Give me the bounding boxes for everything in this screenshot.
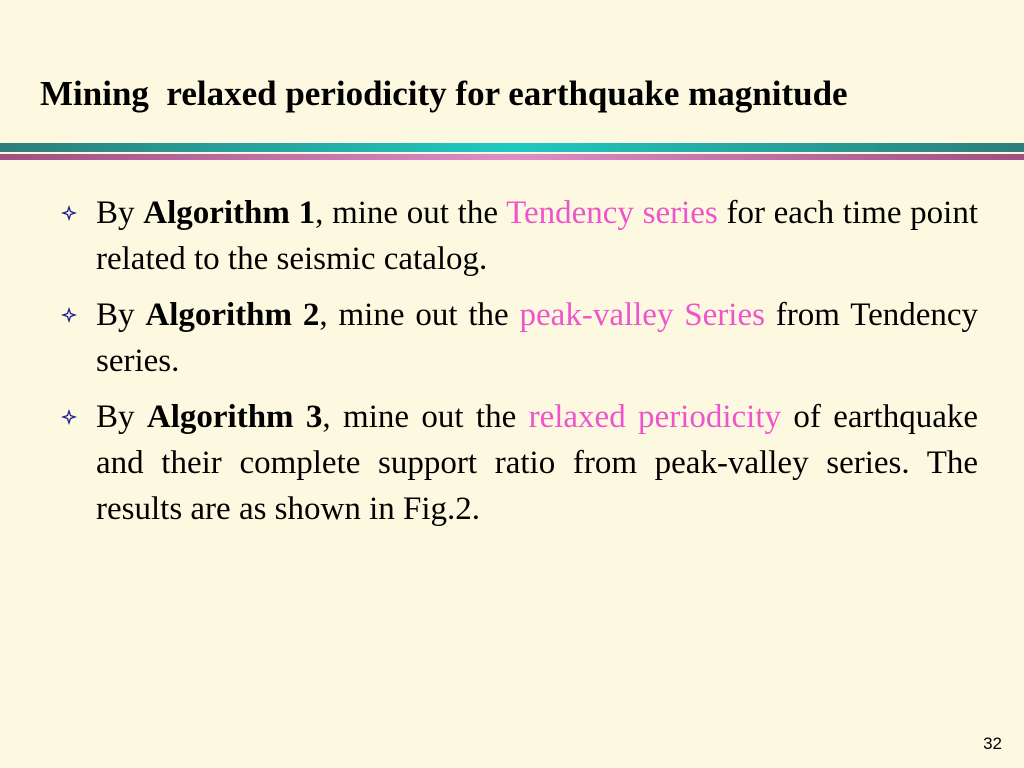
bullet-lead: By [96, 195, 144, 231]
bullet-lead: By [96, 399, 147, 435]
diamond-bullet-icon [60, 306, 78, 324]
bullet-list [58, 190, 978, 542]
bullet-item-algorithm-3 [58, 394, 978, 532]
bullet-tail: from Tendency series. [96, 297, 979, 379]
title-divider-teal [0, 143, 1024, 152]
bullet-mid: , mine out the [322, 399, 529, 435]
slide-title: Mining relaxed periodicity for earthquake magnitude [40, 74, 848, 113]
bullet-item-algorithm-1 [58, 190, 978, 282]
bullet-mid: , mine out the [319, 297, 520, 333]
diamond-bullet-icon [60, 408, 78, 426]
bullet-lead: By [96, 297, 146, 333]
bullet-mid: , mine out the [315, 195, 507, 231]
bullet-tail: of earthquake and their complete support ratio from peak-valley series. The results are as shown in Fig.2. [96, 399, 978, 527]
algorithm-name: Algorithm 1 [143, 195, 316, 231]
highlight-term: Tendency series [506, 195, 718, 231]
title-divider-pink [0, 154, 1024, 160]
page-number: 32 [983, 734, 1002, 753]
bullet-item-algorithm-2 [58, 292, 978, 384]
algorithm-name: Algorithm 2 [145, 297, 320, 333]
algorithm-name: Algorithm 3 [146, 399, 323, 435]
bullet-tail: for each time point related to the seismic catalog. [96, 195, 979, 277]
highlight-term: peak-valley Series [519, 297, 765, 333]
highlight-term: relaxed periodicity [528, 399, 782, 435]
diamond-bullet-icon [60, 204, 78, 222]
